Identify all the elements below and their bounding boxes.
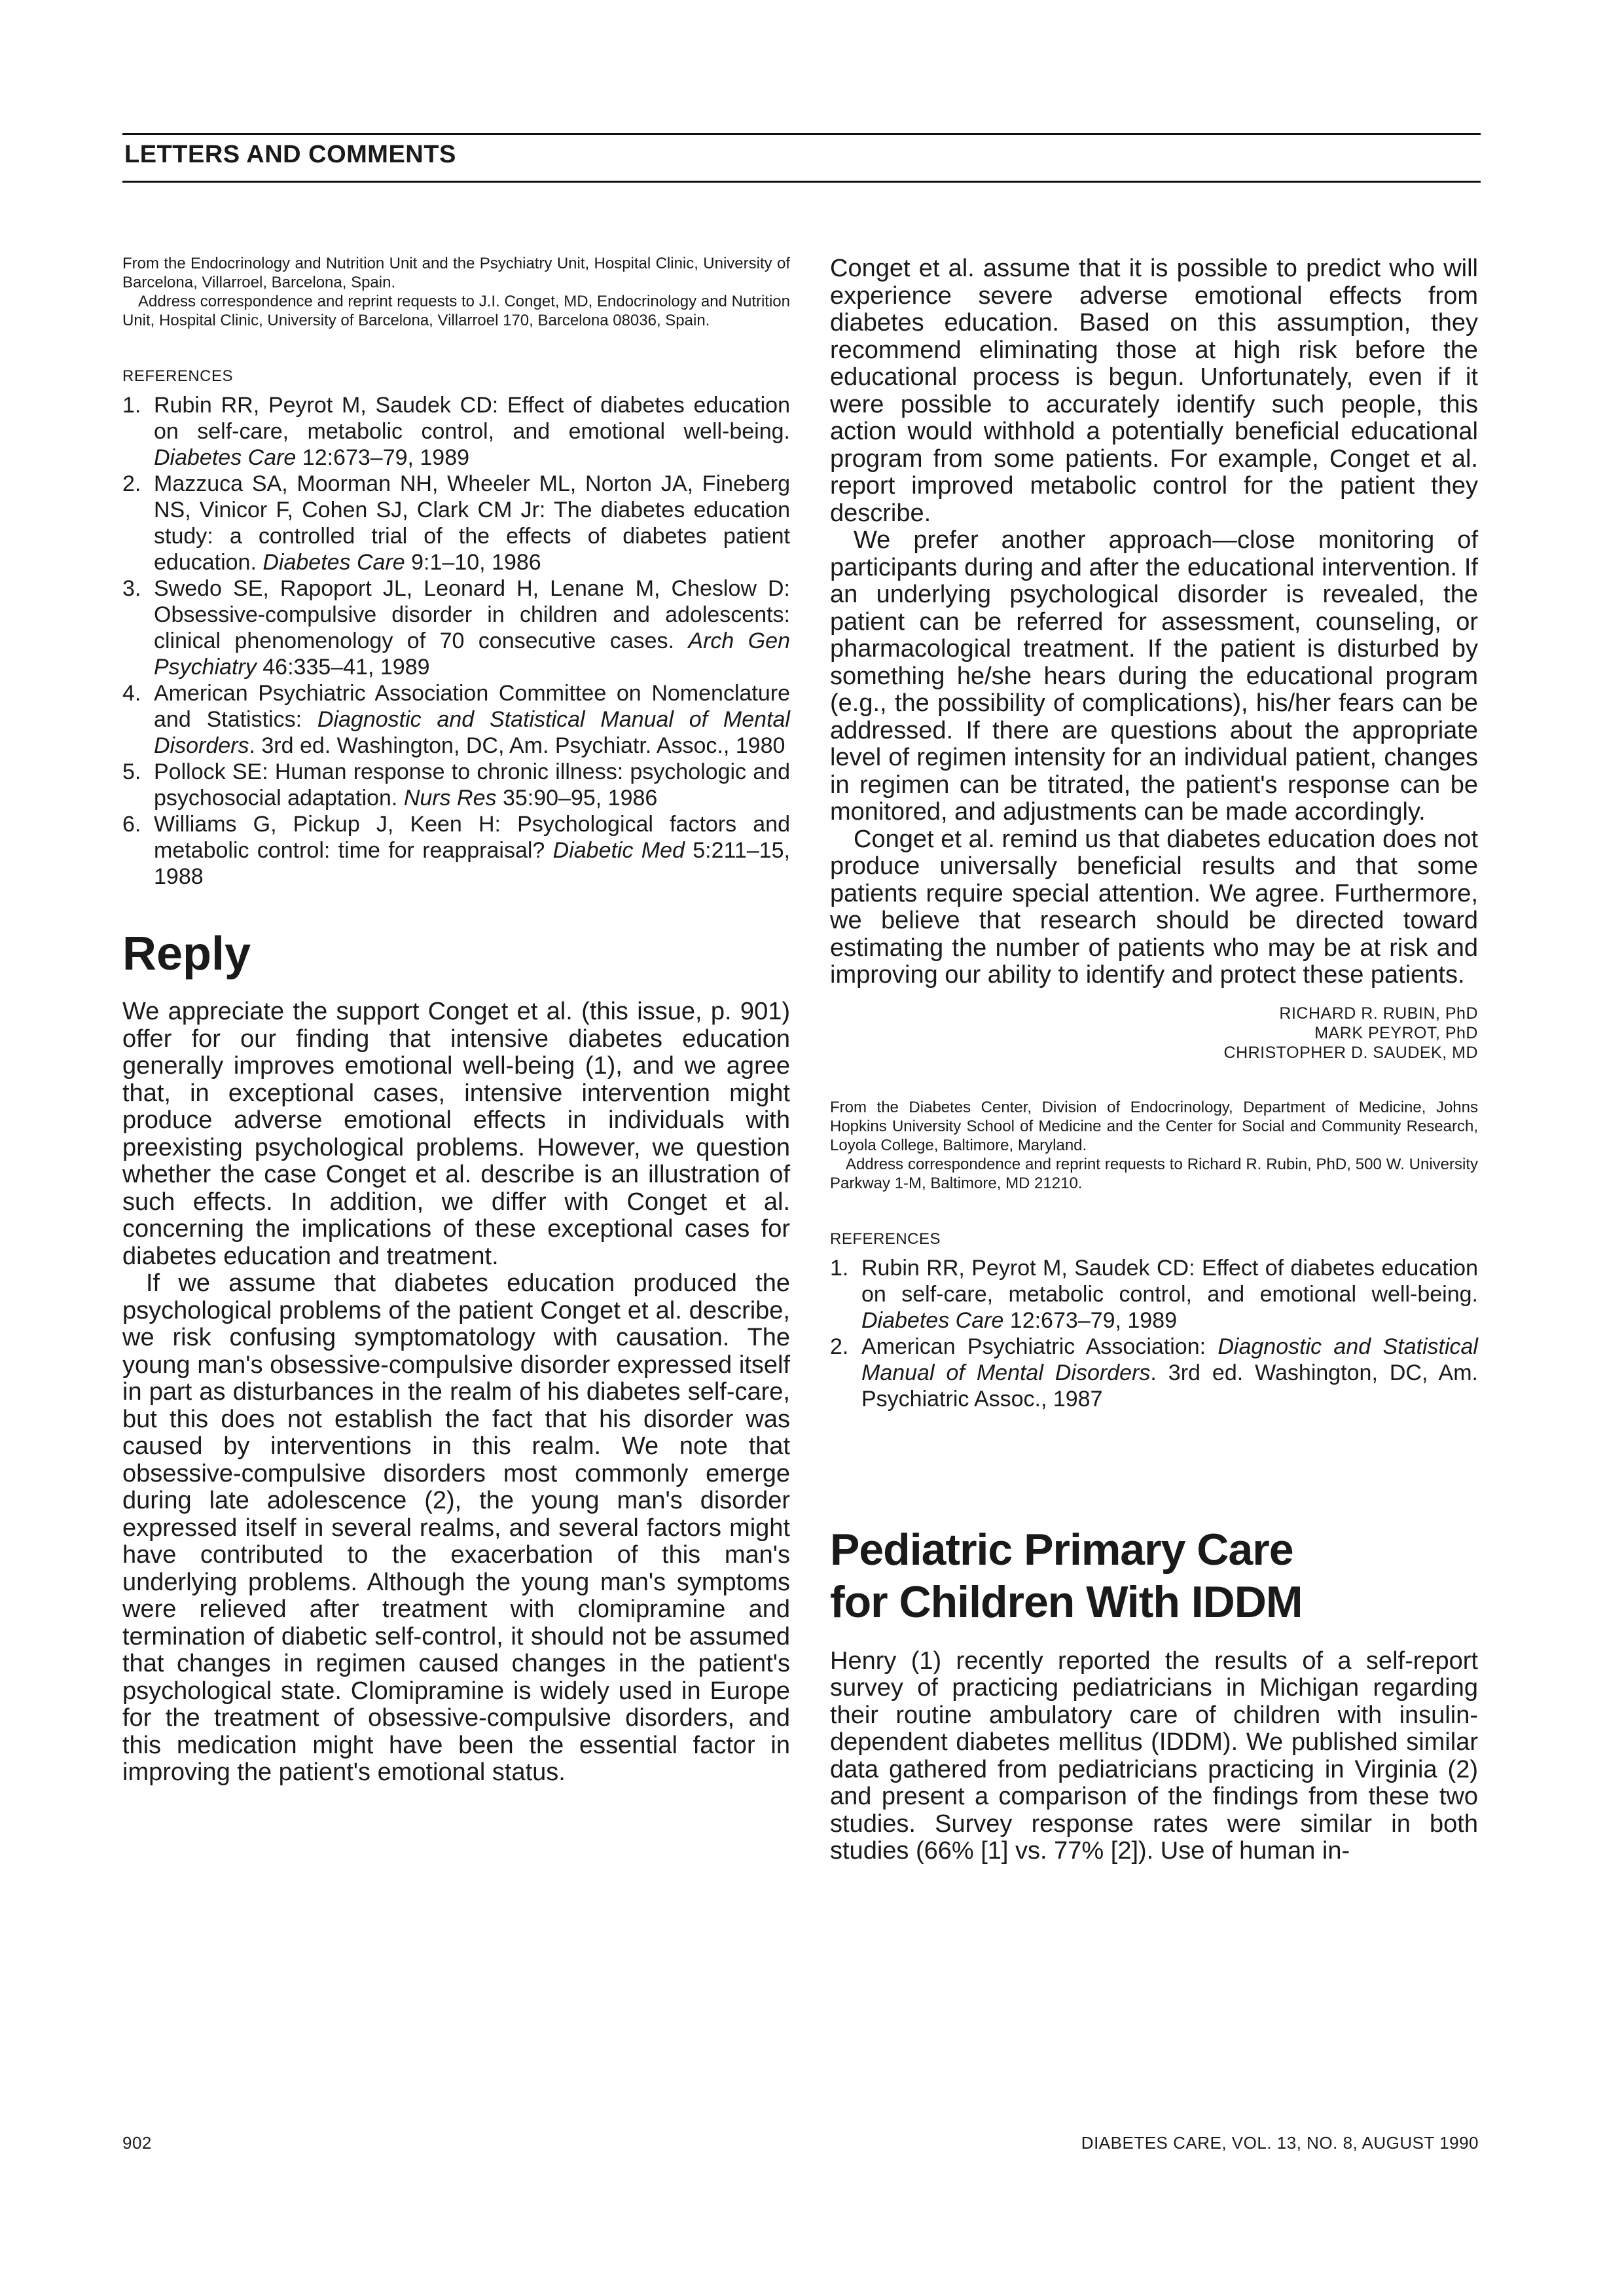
reply-title: Reply — [122, 928, 251, 980]
header-top-rule — [122, 133, 1481, 135]
reference-item: 5. Pollock SE: Human response to chronic illness: psychologic and psychosocial adaptation. Nurs Res 35:90–95, 1986 — [122, 759, 790, 811]
right-affiliation-from: From the Diabetes Center, Division of Endocrinology, Department of Medicine, Johns Hopkins University School of Medicine and the Center for Social and Community Research, Loyola College, Baltimore, Maryland. — [830, 1098, 1478, 1154]
reference-item: 4. American Psychiatric Association Committee on Nomenclature and Statistics: Diagnostic and Statistical Manual of Mental Disorders. 3rd ed. Washington, DC, Am. Psychiatr. Assoc., 1980 — [122, 681, 790, 758]
left-affiliation — [122, 254, 790, 330]
reference-item: 1. Rubin RR, Peyrot M, Saudek CD: Effect of diabetes education on self-care, metabolic control, and emotional well-being. Diabetes Care 12:673–79, 1989 — [830, 1255, 1478, 1333]
article-title-line: Pediatric Primary Care — [830, 1524, 1293, 1575]
left-affiliation-from: From the Endocrinology and Nutrition Unit and the Psychiatry Unit, Hospital Clinic, University of Barcelona, Villarroel, Barcelona, Spain. — [122, 255, 790, 291]
right-column — [830, 255, 1478, 1865]
reply-continued-body — [830, 255, 1478, 989]
author-signature: CHRISTOPHER D. SAUDEK, MD — [1223, 1043, 1478, 1062]
author-signatures — [830, 1004, 1478, 1063]
left-references-list — [122, 392, 790, 890]
reply-body — [122, 998, 790, 1787]
section-label: LETTERS AND COMMENTS — [124, 141, 456, 168]
reply-paragraph: Conget et al. assume that it is possible to predict who will experience severe adverse emotional effects from diabetes education. Based on this assumption, they recommend eliminating those at high risk before the educational process is begun. Unfortunately, even if it were possible to accurately identify such people, this action would withhold a potentially beneficial educational program from some patients. For example, Conget et al. report improved metabolic control for the patient they describe. — [830, 255, 1478, 527]
article-paragraph: Henry (1) recently reported the results of a self-report survey of practicing pediatricians in Michigan regarding their routine ambulatory care of children with insulin-dependent diabetes mellitus (IDDM). We published similar data gathered from pediatricians practicing in Virginia (2) and present a comparison of the findings from these two studies. Survey response rates were similar in both studies (66% [1] vs. 77% [2]). Use of human in- — [830, 1647, 1478, 1865]
article-body — [830, 1648, 1478, 1865]
journal-info: DIABETES CARE, VOL. 13, NO. 8, AUGUST 1990 — [1081, 2133, 1479, 2153]
left-references-heading: REFERENCES — [122, 367, 234, 385]
page-number: 902 — [122, 2133, 152, 2153]
article-title-line: for Children With IDDM — [830, 1576, 1303, 1627]
header-bottom-rule — [122, 181, 1481, 183]
reference-item: 6. Williams G, Pickup J, Keen H: Psychological factors and metabolic control: time for reappraisal? Diabetic Med 5:211–15, 1988 — [122, 812, 790, 889]
reply-paragraph: Conget et al. remind us that diabetes education does not produce universally beneficial results and that some patients require special attention. We agree. Furthermore, we believe that research should be directed toward estimating the number of patients who may be at risk and improving our ability to identify and protect these patients. — [830, 825, 1478, 989]
reference-item: 2. Mazzuca SA, Moorman NH, Wheeler ML, Norton JA, Fineberg NS, Vinicor F, Cohen SJ, Clark CM Jr: The diabetes education study: a controlled trial of the effects of diabetes patient education. Diabetes Care 9:1–10, 1986 — [122, 471, 790, 575]
reply-paragraph: We prefer another approach—close monitoring of participants during and after the educational intervention. If an underlying psychological disorder is revealed, the patient can be referred for assessment, counseling, or pharmacological treatment. If the patient is disturbed by something he/she hears during the educational program (e.g., the possibility of complications), his/her fears can be addressed. If there are questions about the appropriate level of regimen intensity for an individual patient, changes in regimen can be titrated, the patient's response can be monitored, and adjustments can be made accordingly. — [830, 526, 1478, 826]
reply-paragraph: We appreciate the support Conget et al. (this issue, p. 901) offer for our finding that intensive diabetes education generally improves emotional well-being (1), and we agree that, in exceptional cases, intensive intervention might produce adverse emotional effects in individuals with preexisting psychological problems. However, we question whether the case Conget et al. describe is an illustration of such effects. In addition, we differ with Conget et al. concerning the implications of these exceptional cases for diabetes education and treatment. — [122, 998, 790, 1270]
author-signature: MARK PEYROT, PhD — [1314, 1023, 1478, 1042]
left-affiliation-address: Address correspondence and reprint requests to J.I. Conget, MD, Endocrinology and Nutrition Unit, Hospital Clinic, University of Barcelona, Villarroel 170, Barcelona 08036, Spain. — [122, 293, 790, 329]
reference-item: 1. Rubin RR, Peyrot M, Saudek CD: Effect of diabetes education on self-care, metabolic control, and emotional well-being. Diabetes Care 12:673–79, 1989 — [122, 393, 790, 470]
reply-paragraph: If we assume that diabetes education produced the psychological problems of the patient Conget et al. describe, we risk confusing symptomatology with causation. The young man's obsessive-compulsive disorder expressed itself in part as disturbances in the realm of his diabetes self-care, but this does not establish the fact that his disorder was caused by interventions in this realm. We note that obsessive-compulsive disorders most commonly emerge during late adolescence (2), the young man's disorder expressed itself in several realms, and several factors might have contributed to the exacerbation of this man's underlying problems. Although the young man's symptoms were relieved after treatment with clomipramine and termination of diabetic self-control, it should not be assumed that changes in regimen caused changes in the patient's psychological state. Clomipramine is widely used in Europe for the treatment of obsessive-compulsive disorders, and this medication might have been the essential factor in improving the patient's emotional status. — [122, 1269, 790, 1786]
left-column — [122, 254, 790, 1787]
right-references-list — [830, 1255, 1478, 1412]
reference-item: 3. Swedo SE, Rapoport JL, Leonard H, Lenane M, Cheslow D: Obsessive-compulsive disorder in children and adolescents: clinical phenomenology of 70 consecutive cases. Arch Gen Psychiatry 46:335–41, 1989 — [122, 576, 790, 680]
right-affiliation — [830, 1098, 1478, 1193]
right-references-heading: REFERENCES — [830, 1230, 941, 1248]
article-title — [830, 1523, 1478, 1628]
reference-item: 2. American Psychiatric Association: Diagnostic and Statistical Manual of Mental Disorders. 3rd ed. Washington, DC, Am. Psychiatric Assoc., 1987 — [830, 1334, 1478, 1412]
author-signature: RICHARD R. RUBIN, PhD — [1279, 1004, 1478, 1023]
right-affiliation-address: Address correspondence and reprint requests to Richard R. Rubin, PhD, 500 W. University Parkway 1-M, Baltimore, MD 21210. — [830, 1155, 1478, 1192]
